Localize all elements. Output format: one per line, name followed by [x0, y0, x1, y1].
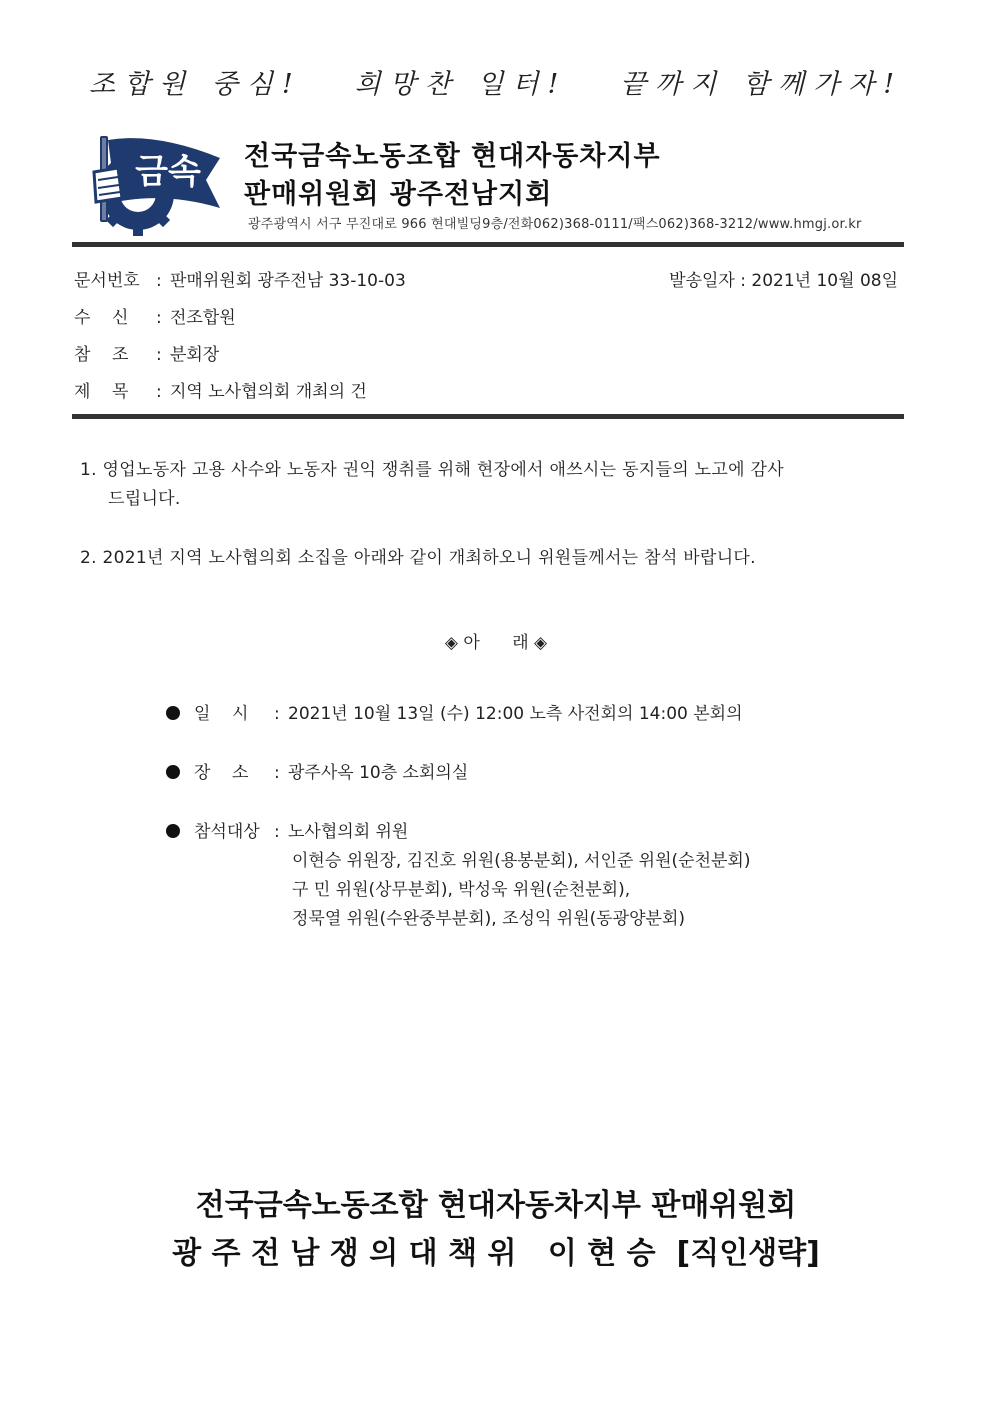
colon: : — [156, 382, 162, 402]
doc-number: 판매위원회 광주전남 33-10-03 — [170, 271, 406, 291]
subject: 지역 노사협의회 개최의 건 — [170, 382, 367, 402]
colon: : — [274, 704, 280, 724]
attendees-line1: 노사협의회 위원 — [288, 822, 409, 842]
footer-signatory: 광 주 전 남 쟁 의 대 책 위 이 현 승 [직인생략] — [172, 1236, 820, 1271]
org-name-line2: 판매위원회 광주전남지회 — [244, 179, 553, 210]
address: 광주광역시 서구 무진대로 966 현대빌딩9층/전화062)368-0111/팩스062)368-3212/www.hmgj.or.kr — [248, 217, 862, 232]
meta-divider — [72, 414, 904, 419]
reference: 분회장 — [170, 345, 220, 365]
paragraph-2: 2. 2021년 지역 노사협의회 소집을 아래와 같이 개최하오니 위원들께서는 참석 바랍니다. — [80, 548, 756, 568]
recipient-row — [74, 303, 236, 328]
send-date-row — [669, 266, 898, 291]
details-heading: ◈ 아 래 ◈ — [444, 633, 548, 653]
reference-label: 참 조 — [74, 345, 129, 365]
attendees-label: 참석대상 — [194, 822, 260, 842]
org-name-line1: 전국금속노동조합 현대자동차지부 — [244, 141, 661, 172]
detail-time-row — [166, 699, 743, 724]
place-label: 장 소 — [194, 763, 249, 783]
attendees-line4: 정묵열 위원(수완중부분회), 조성익 위원(동광양분회) — [292, 909, 686, 929]
colon: : — [740, 271, 746, 291]
send-date-label: 발송일자 — [669, 271, 735, 291]
recipient: 전조합원 — [170, 308, 236, 328]
union-logo — [86, 128, 226, 240]
colon: : — [274, 822, 280, 842]
colon: : — [156, 345, 162, 365]
doc-number-label: 문서번호 — [74, 271, 140, 291]
detail-place-row — [166, 758, 468, 783]
colon: : — [274, 763, 280, 783]
time-label: 일 시 — [194, 704, 249, 724]
header-divider — [72, 242, 904, 247]
attendees-line2: 이현승 위원장, 김진호 위원(용봉분회), 서인준 위원(순천분회) — [292, 851, 751, 871]
send-date: 2021년 10월 08일 — [751, 271, 898, 291]
bullet-icon — [166, 824, 180, 838]
slogan: 조합원 중심! 희망찬 일터! 끝까지 함께가자! — [88, 69, 904, 100]
recipient-label: 수 신 — [74, 308, 129, 328]
paragraph-1-line1: 1. 영업노동자 고용 사수와 노동자 권익 쟁취를 위해 현장에서 애쓰시는 동지들의 노고에 감사 — [80, 460, 784, 480]
logo-text: 금속 — [135, 152, 201, 192]
place-value: 광주사옥 10층 소회의실 — [288, 763, 469, 783]
subject-label: 제 목 — [74, 382, 129, 402]
bullet-icon — [166, 765, 180, 779]
detail-attendees-row — [166, 817, 408, 842]
colon: : — [156, 308, 162, 328]
paragraph-1-line2: 드립니다. — [108, 489, 181, 509]
time-value: 2021년 10월 13일 (수) 12:00 노측 사전회의 14:00 본회의 — [288, 704, 743, 724]
reference-row — [74, 340, 219, 365]
subject-row — [74, 377, 367, 402]
doc-number-row — [74, 266, 406, 291]
attendees-line3: 구 민 위원(상무분회), 박성욱 위원(순천분회), — [292, 880, 631, 900]
bullet-icon — [166, 706, 180, 720]
footer-org: 전국금속노동조합 현대자동차지부 판매위원회 — [195, 1188, 797, 1223]
colon: : — [156, 271, 162, 291]
